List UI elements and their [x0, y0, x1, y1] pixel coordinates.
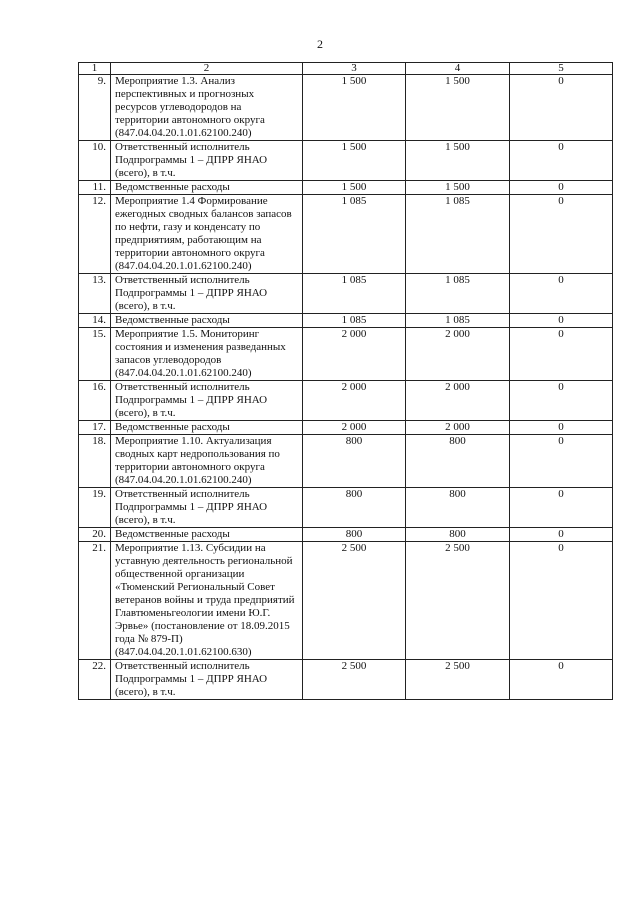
row-col5-cell: 0	[510, 488, 613, 528]
row-col4-cell: 800	[406, 435, 510, 488]
row-col3-cell: 1 085	[303, 314, 406, 328]
row-number-cell: 12.	[79, 195, 111, 274]
row-col3-cell: 1 500	[303, 75, 406, 141]
row-col5-cell: 0	[510, 421, 613, 435]
row-col4-cell: 2 000	[406, 328, 510, 381]
table-header-row	[79, 63, 613, 75]
budget-table	[78, 62, 613, 700]
row-description-cell: Ведомственные расходы	[111, 421, 303, 435]
row-number-cell: 21.	[79, 542, 111, 660]
row-description-cell: Ведомственные расходы	[111, 528, 303, 542]
row-description-cell: Мероприятие 1.5. Мониторинг состояния и изменения разведанных запасов углеводородов (847.04.04.20.1.01.62100.240)	[111, 328, 303, 381]
row-description-cell: Мероприятие 1.3. Анализ перспективных и прогнозных ресурсов углеводородов на территории автономного округа (847.04.04.20.1.01.62100.240)	[111, 75, 303, 141]
table-row	[79, 542, 613, 660]
row-description-cell: Мероприятие 1.10. Актуализация сводных карт недропользования по территории автономного округа (847.04.04.20.1.01.62100.240)	[111, 435, 303, 488]
table-row	[79, 488, 613, 528]
table-row	[79, 195, 613, 274]
row-col4-cell: 800	[406, 528, 510, 542]
row-col3-cell: 2 000	[303, 328, 406, 381]
row-description-cell: Ответственный исполнитель Подпрограммы 1 – ДПРР ЯНАО (всего), в т.ч.	[111, 381, 303, 421]
row-number-cell: 17.	[79, 421, 111, 435]
row-col4-cell: 2 500	[406, 660, 510, 700]
row-col5-cell: 0	[510, 328, 613, 381]
row-number-cell: 22.	[79, 660, 111, 700]
row-col4-cell: 1 085	[406, 195, 510, 274]
table-row	[79, 181, 613, 195]
row-col5-cell: 0	[510, 195, 613, 274]
row-col4-cell: 1 500	[406, 181, 510, 195]
row-col4-cell: 1 085	[406, 274, 510, 314]
table-row	[79, 75, 613, 141]
col-header-1: 1	[79, 63, 111, 75]
row-number-cell: 18.	[79, 435, 111, 488]
row-description-cell: Ответственный исполнитель Подпрограммы 1 – ДПРР ЯНАО (всего), в т.ч.	[111, 274, 303, 314]
row-col3-cell: 1 500	[303, 141, 406, 181]
table-row	[79, 421, 613, 435]
row-description-cell: Ответственный исполнитель Подпрограммы 1 – ДПРР ЯНАО (всего), в т.ч.	[111, 660, 303, 700]
row-col4-cell: 1 500	[406, 75, 510, 141]
row-col5-cell: 0	[510, 381, 613, 421]
row-description-cell: Мероприятие 1.4 Формирование ежегодных сводных балансов запасов по нефти, газу и конденсату по предприятиям, работающим на территории автономного округа (847.04.04.20.1.01.62100.240)	[111, 195, 303, 274]
row-col4-cell: 1 500	[406, 141, 510, 181]
col-header-5: 5	[510, 63, 613, 75]
table-row	[79, 660, 613, 700]
row-col4-cell: 2 000	[406, 421, 510, 435]
row-number-cell: 13.	[79, 274, 111, 314]
row-col3-cell: 800	[303, 528, 406, 542]
row-col4-cell: 800	[406, 488, 510, 528]
row-description-cell: Ведомственные расходы	[111, 314, 303, 328]
row-col3-cell: 800	[303, 488, 406, 528]
table-row	[79, 528, 613, 542]
row-col4-cell: 2 500	[406, 542, 510, 660]
page-number: 2	[317, 37, 323, 51]
row-col3-cell: 1 500	[303, 181, 406, 195]
row-col5-cell: 0	[510, 542, 613, 660]
table-row	[79, 314, 613, 328]
row-description-cell: Ответственный исполнитель Подпрограммы 1 – ДПРР ЯНАО (всего), в т.ч.	[111, 141, 303, 181]
row-description-cell: Ответственный исполнитель Подпрограммы 1 – ДПРР ЯНАО (всего), в т.ч.	[111, 488, 303, 528]
row-col5-cell: 0	[510, 435, 613, 488]
row-col3-cell: 1 085	[303, 195, 406, 274]
row-col5-cell: 0	[510, 660, 613, 700]
row-description-cell: Мероприятие 1.13. Субсидии на уставную деятельность региональной общественной организации «Тюменский Региональный Совет ветеранов войны и труда предприятий Главтюменьгеологии имени Ю.Г. Эрвье» (постановление от 18.09.2015 года № 879-П) (847.04.04.20.1.01.62100.630)	[111, 542, 303, 660]
row-col5-cell: 0	[510, 141, 613, 181]
row-description-cell: Ведомственные расходы	[111, 181, 303, 195]
row-number-cell: 20.	[79, 528, 111, 542]
row-col3-cell: 800	[303, 435, 406, 488]
table-row	[79, 274, 613, 314]
row-col5-cell: 0	[510, 314, 613, 328]
row-col3-cell: 2 500	[303, 660, 406, 700]
row-col5-cell: 0	[510, 75, 613, 141]
col-header-4: 4	[406, 63, 510, 75]
col-header-3: 3	[303, 63, 406, 75]
table-row	[79, 435, 613, 488]
row-col3-cell: 1 085	[303, 274, 406, 314]
table-row	[79, 141, 613, 181]
row-number-cell: 10.	[79, 141, 111, 181]
col-header-2: 2	[111, 63, 303, 75]
row-number-cell: 9.	[79, 75, 111, 141]
row-col3-cell: 2 000	[303, 421, 406, 435]
row-number-cell: 14.	[79, 314, 111, 328]
row-number-cell: 15.	[79, 328, 111, 381]
row-col3-cell: 2 500	[303, 542, 406, 660]
row-col4-cell: 1 085	[406, 314, 510, 328]
row-col3-cell: 2 000	[303, 381, 406, 421]
table-row	[79, 381, 613, 421]
row-col5-cell: 0	[510, 274, 613, 314]
row-col4-cell: 2 000	[406, 381, 510, 421]
row-number-cell: 19.	[79, 488, 111, 528]
row-col5-cell: 0	[510, 181, 613, 195]
row-number-cell: 11.	[79, 181, 111, 195]
row-col5-cell: 0	[510, 528, 613, 542]
table-row	[79, 328, 613, 381]
row-number-cell: 16.	[79, 381, 111, 421]
